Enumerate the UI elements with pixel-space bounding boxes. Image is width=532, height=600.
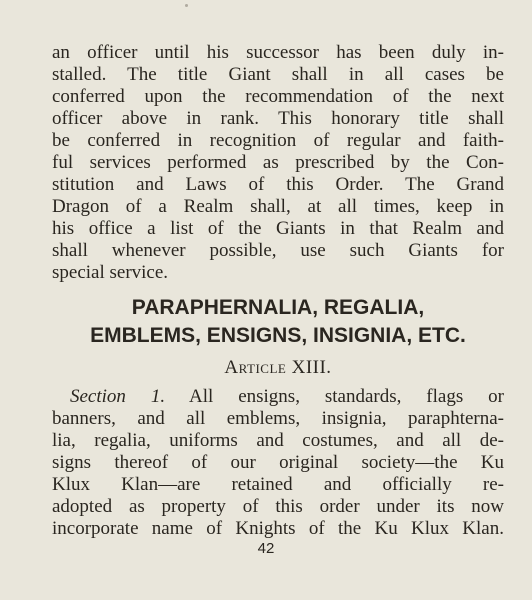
text-line: stitution and Laws of this Order. The Grand [52,174,504,195]
text-line: adopted as property of this order under its now [52,496,504,517]
paragraph-section-1 [52,386,504,540]
text-line: incorporate name of Knights of the Ku Klux Klan. [52,518,504,539]
section-first-line-text: All ensigns, standards, flags or [165,386,504,407]
section-heading-line-1: PARAPHERNALIA, REGALIA, [131,296,425,319]
paper-speck [185,4,188,7]
text-line: signs thereof of our original society—the Ku [52,452,504,473]
text-line: be conferred in recognition of regular and faith- [52,130,504,151]
text-line: special service. [52,262,169,283]
text-line: banners, and all emblems, insignia, paraphterna- [52,408,504,429]
article-number: Article XIII. [224,357,332,378]
text-line: stalled. The title Giant shall in all cases be [52,64,504,85]
text-line: Dragon of a Realm shall, at all times, keep in [52,196,504,217]
section-heading-line-2: EMBLEMS, ENSIGNS, INSIGNIA, ETC. [90,324,466,347]
paragraph-giant-title [52,42,504,284]
page-text [52,42,504,540]
text-line: an officer until his successor has been duly in- [52,42,504,63]
text-line: conferred upon the recommendation of the next [52,86,504,107]
text-line: Klux Klan—are retained and officially re- [52,474,504,495]
text-line: lia, regalia, uniforms and costumes, and all de- [52,430,504,451]
text-line: his office a list of the Giants in that Realm and [52,218,504,239]
text-line: officer above in rank. This honorary title shall [52,108,504,129]
text-line [52,386,504,408]
page-number: 42 [257,540,275,557]
text-line: shall whenever possible, use such Giants for [52,240,504,261]
section-label: Section 1. [70,386,166,407]
text-line: ful services performed as prescribed by the Con- [52,152,504,173]
